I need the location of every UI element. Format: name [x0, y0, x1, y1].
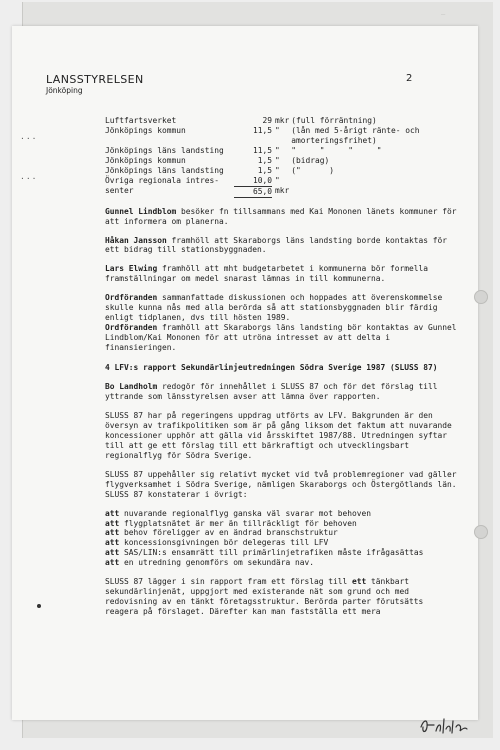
finding-text: nuvarande regionalflyg ganska väl svarar mot behoven [124, 508, 372, 518]
funding-label: senter [105, 186, 134, 196]
margin-mark: ... [20, 172, 38, 181]
paragraph-chair-summary [105, 293, 460, 323]
funding-note: (bidrag) [291, 155, 330, 165]
funding-row [105, 176, 420, 186]
section-heading: 4 LFV:s rapport Sekundärlinjeutredningen Södra Sverige 1987 (SLUSS 87) [105, 363, 438, 373]
funding-unit: " [275, 125, 280, 135]
funding-note: amorteringsfrihet) [291, 135, 377, 145]
organization-city: Jönköping [46, 86, 83, 95]
funding-row [105, 186, 420, 197]
funding-unit: mkr [275, 116, 290, 125]
funding-note: (" ) [291, 165, 335, 175]
funding-note: (lån med 5-årigt ränte- och [291, 125, 420, 135]
punch-hole [474, 525, 488, 539]
paragraph-text: redogör för innehållet i SLUSS 87 och för det förslag till yttrande som länsstyrelsen avser att lämna över rapporten. [105, 382, 438, 401]
paragraph-lindblom [105, 207, 460, 227]
finding-keyword: att [105, 518, 120, 528]
speaker-name: Ordföranden [105, 323, 158, 333]
finding-text: SAS/LIN:s ensamrätt till primärlinjetrafiken måste ifrågasättas [124, 548, 424, 558]
margin-dot [37, 604, 41, 608]
funding-label: Jönköpings läns landsting [105, 165, 224, 175]
finding-item [105, 528, 460, 538]
paragraph-text: framhöll att mht budgetarbetet i kommunerna bör formella framställningar om medel snarast lämnas in till kommunerna. [105, 264, 429, 284]
speaker-name: Lars Elwing [105, 264, 158, 274]
speaker-name: Ordföranden [105, 293, 158, 303]
funding-amount: 11,5 [252, 145, 272, 155]
organization-name: LANSSTYRELSEN [46, 73, 144, 86]
paragraph-chair-contact [105, 323, 460, 353]
emphasis-word: ett [352, 577, 367, 587]
funding-note: " " " " [291, 145, 382, 155]
paragraph-text: sammanfattade diskussionen och hoppades att överenskommelse skulle kunna nås med alla berörda så att stationsbyggnaden blir färdig enligt tidplanen, dvs till hösten 1989. [105, 293, 443, 323]
paragraph-jansson [105, 236, 460, 256]
funding-label [105, 136, 234, 146]
funding-amount: 11,5 [252, 125, 272, 135]
punch-hole [474, 290, 488, 304]
funding-note [289, 186, 419, 197]
paragraph-text: tänkbart sekundärlinjenät, uppgjort med existerande nät som grund och med redovisning av en tänkt företagsstruktur. Berörda parter förutsätts reagera på förslaget. Därefter kan man fastställa ett mera [105, 577, 424, 617]
funding-row [105, 116, 420, 126]
funding-row [105, 166, 420, 176]
finding-text: behov föreligger av en ändrad branschstruktur [124, 528, 338, 538]
speaker-name: Håkan Jansson [105, 235, 167, 245]
document-body [105, 116, 460, 617]
paragraph-problem-regions: SLUSS 87 uppehåller sig relativt mycket vid två problemregioner vad gäller flygverksamhet i Södra Sverige, nämligen Skaraborgs och Östergötlands län. SLUSS 87 konstaterar i övrigt: [105, 469, 457, 499]
funding-label: Jönköpings kommun [105, 155, 186, 165]
finding-item [105, 538, 460, 548]
finding-keyword: att [105, 548, 120, 558]
findings-list [105, 509, 460, 569]
funding-row [105, 136, 420, 146]
finding-keyword: att [105, 528, 120, 538]
funding-amount: 10,0 [234, 176, 272, 186]
finding-item [105, 558, 460, 568]
funding-amount [234, 136, 272, 146]
funding-row [105, 126, 420, 136]
funding-amount: 29 [262, 116, 272, 125]
funding-unit [272, 136, 289, 146]
funding-unit: " [275, 145, 280, 155]
page-number: 2 [406, 73, 413, 84]
paragraph-text: SLUSS 87 lägger i sin rapport fram ett förslag till [105, 577, 353, 587]
finding-item [105, 509, 460, 519]
funding-table [105, 116, 420, 198]
finding-item [105, 519, 460, 529]
finding-keyword: att [105, 558, 120, 568]
funding-label: Luftfartsverket [105, 116, 177, 125]
funding-amount: 65,0 [234, 186, 272, 197]
paragraph-elwing [105, 264, 460, 284]
funding-unit: mkr [275, 186, 290, 196]
finding-text: koncessionsgivningen bör delegeras till LFV [124, 538, 329, 548]
finding-text: flygplatsnätet är mer än tillräckligt för behoven [124, 518, 357, 528]
funding-unit: " [275, 165, 280, 175]
funding-amount: 1,5 [257, 155, 272, 165]
funding-note [289, 176, 419, 186]
funding-label: Jönköpings kommun [105, 125, 186, 135]
funding-unit: " [275, 155, 280, 165]
funding-label: Övriga regionala intres- [105, 175, 220, 185]
finding-keyword: att [105, 508, 120, 518]
paragraph-proposal [105, 577, 460, 617]
funding-row [105, 156, 420, 166]
funding-note: (full förräntning) [291, 116, 377, 125]
paragraph-background: SLUSS 87 har på regeringens uppdrag utförts av LFV. Bakgrunden är den översyn av trafikpolitiken som är på gång liksom det faktum att nuvarande koncessioner upphör att gälla vid årsskiftet 1987/88. Utredningen syftar till att ge ett förslag till ett bärkraftigt och utvecklingsbart regionalflyg för Södra Sverige. [105, 410, 452, 460]
finding-item [105, 548, 460, 558]
paragraph-landholm [105, 382, 460, 402]
paragraph-text: framhöll att Skaraborgs läns landsting borde kontaktas för ett bidrag till stationsbyggnaden. [105, 235, 448, 255]
funding-row [105, 146, 420, 156]
speaker-name: Gunnel Lindblom [105, 206, 177, 216]
finding-keyword: att [105, 538, 120, 548]
paragraph-text: framhöll att Skaraborgs läns landsting bör kontaktas av Gunnel Lindblom/Kai Mononen för att utröna intresset av att delta i finansieringen. [105, 323, 457, 353]
funding-amount: 1,5 [257, 165, 272, 175]
handwritten-initials [418, 713, 470, 737]
paragraph-text: besöker fn tillsammans med Kai Mononen länets kommuner för att informera om planerna. [105, 206, 457, 226]
funding-label: Jönköpings läns landsting [105, 145, 224, 155]
funding-unit: " [275, 175, 280, 185]
margin-mark: ... [20, 132, 38, 141]
finding-text: en utredning genomförs om sekundära nav. [124, 558, 315, 568]
speaker-name: Bo Landholm [105, 382, 158, 392]
underlying-sheet: – [22, 2, 493, 738]
